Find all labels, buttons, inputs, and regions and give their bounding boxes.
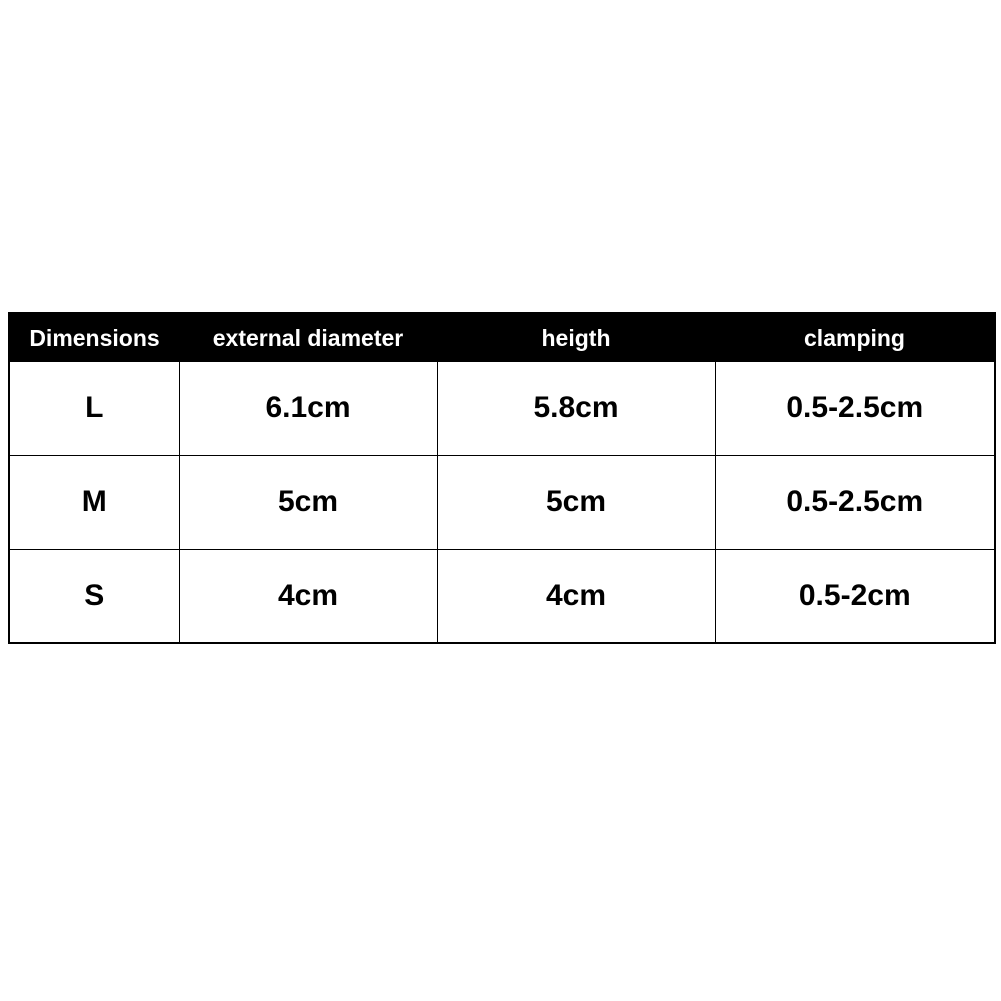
header-height: heigth [541, 324, 611, 351]
clamping-cell: 0.5-2.5cm [715, 361, 995, 455]
table-header [9, 313, 995, 361]
table-body [9, 361, 995, 643]
external-diameter-cell: 6.1cm [179, 361, 437, 455]
header-row [9, 313, 995, 361]
header-dimensions: Dimensions [29, 324, 160, 351]
clamping-cell: 0.5-2.5cm [715, 455, 995, 549]
size-chart-table [8, 312, 996, 644]
size-label-cell: L [9, 361, 179, 455]
header-external-diameter: external diameter [212, 324, 404, 351]
header-clamping: clamping [804, 324, 905, 351]
size-label-cell: S [9, 549, 179, 643]
height-cell: 4cm [437, 549, 715, 643]
height-cell: 5.8cm [437, 361, 715, 455]
table-row-size-s [9, 549, 995, 643]
size-label-cell: M [9, 455, 179, 549]
external-diameter-cell: 4cm [179, 549, 437, 643]
external-diameter-cell: 5cm [179, 455, 437, 549]
table-row-size-m [9, 455, 995, 549]
clamping-cell: 0.5-2cm [715, 549, 995, 643]
table-row-size-l [9, 361, 995, 455]
height-cell: 5cm [437, 455, 715, 549]
